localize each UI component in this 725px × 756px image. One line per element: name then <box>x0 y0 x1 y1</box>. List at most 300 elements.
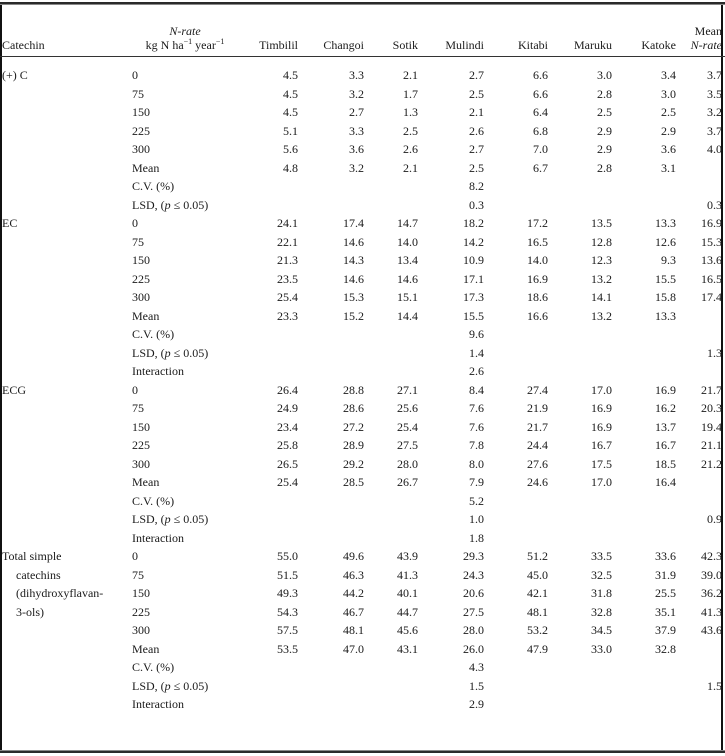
value-cell: 28.9 <box>343 438 364 452</box>
value-cell: 14.1 <box>591 290 612 304</box>
value-cell: 23.4 <box>277 419 298 434</box>
value-cell: 28.8 <box>343 382 364 397</box>
header-nrate-sup2: −1 <box>215 37 225 46</box>
value-cell: 25.8 <box>277 438 298 452</box>
value-cell <box>304 492 370 511</box>
value-cell: 14.6 <box>343 271 364 286</box>
value-cell <box>304 177 370 196</box>
value-cell <box>370 658 424 677</box>
value-cell: 16.5 <box>527 234 548 249</box>
value-cell: 8.4 <box>469 382 484 397</box>
value-cell: 10.9 <box>463 253 484 267</box>
value-cell: 27.2 <box>343 419 364 434</box>
value-cell: 4.5 <box>283 68 298 82</box>
nrate-label: 0 <box>132 549 138 563</box>
catechin-name-line: EC <box>2 216 18 230</box>
nrate-label: LSD, (p ≤ 0.05) <box>132 512 209 526</box>
value-cell: 3.0 <box>661 86 676 101</box>
value-cell: 3.0 <box>597 68 612 82</box>
value-cell: 12.3 <box>591 253 612 267</box>
value-cell: 49.3 <box>277 586 298 600</box>
value-cell: 1.4 <box>469 345 484 360</box>
nrate-label: 0 <box>132 382 138 397</box>
value-cell: 13.7 <box>655 419 676 434</box>
value-cell: 2.9 <box>661 123 676 138</box>
value-cell: 16.2 <box>655 401 676 415</box>
value-cell <box>490 529 554 548</box>
value-cell <box>490 177 554 196</box>
value-cell <box>554 695 618 714</box>
value-cell: 14.6 <box>397 271 418 286</box>
value-cell <box>618 677 682 696</box>
value-cell: 27.5 <box>463 604 484 619</box>
table-row <box>2 547 722 566</box>
value-cell <box>238 510 304 529</box>
value-cell: 13.2 <box>591 271 612 286</box>
value-cell: 28.0 <box>463 623 484 637</box>
value-cell: 2.7 <box>469 68 484 82</box>
nrate-label: C.V. (%) <box>132 179 175 193</box>
nrate-label: 0 <box>132 68 138 82</box>
value-cell: 53.5 <box>277 641 298 656</box>
value-cell: 47.9 <box>527 641 548 656</box>
value-cell: 2.5 <box>597 105 612 119</box>
value-cell <box>370 529 424 548</box>
value-cell: 27.6 <box>527 456 548 471</box>
value-cell: 2.7 <box>469 142 484 156</box>
mean-nrate-cell <box>682 658 722 677</box>
value-cell <box>490 695 554 714</box>
value-cell <box>554 196 618 215</box>
value-cell: 25.4 <box>397 419 418 434</box>
value-cell: 8.2 <box>469 179 484 193</box>
value-cell: 47.0 <box>343 641 364 656</box>
value-cell: 37.9 <box>655 623 676 637</box>
value-cell: 44.2 <box>343 586 364 600</box>
mean-nrate-cell: 20.3 <box>701 401 722 415</box>
value-cell: 3.6 <box>661 142 676 156</box>
value-cell: 45.6 <box>397 623 418 637</box>
value-cell: 15.5 <box>463 308 484 323</box>
value-cell: 33.0 <box>591 641 612 656</box>
header-site-kitabi: Kitabi <box>518 38 548 52</box>
bottom-rule <box>0 751 725 753</box>
value-cell <box>618 362 682 381</box>
mean-nrate-cell: 41.3 <box>701 604 722 619</box>
value-cell: 54.3 <box>277 604 298 619</box>
value-cell <box>238 177 304 196</box>
nrate-label: 150 <box>132 586 150 600</box>
value-cell <box>618 658 682 677</box>
value-cell: 17.5 <box>591 456 612 471</box>
nrate-label: 150 <box>132 105 150 119</box>
value-cell: 2.6 <box>403 142 418 156</box>
value-cell: 6.7 <box>533 160 548 175</box>
nrate-label: 75 <box>132 86 144 101</box>
value-cell <box>304 344 370 363</box>
value-cell: 32.8 <box>655 641 676 656</box>
value-cell: 25.6 <box>397 401 418 415</box>
value-cell <box>370 177 424 196</box>
mean-nrate-cell: 16.9 <box>701 216 722 230</box>
catechin-name-line: (dihydroxyflavan- <box>16 586 104 600</box>
value-cell <box>618 492 682 511</box>
value-cell: 13.3 <box>655 216 676 230</box>
value-cell: 14.7 <box>397 216 418 230</box>
value-cell: 0.3 <box>469 197 484 212</box>
value-cell <box>304 510 370 529</box>
catechin-name-line: ECG <box>2 382 26 397</box>
header-nrate-line1: N-rate <box>169 24 201 38</box>
value-cell: 48.1 <box>343 623 364 637</box>
value-cell <box>490 510 554 529</box>
value-cell: 2.7 <box>349 105 364 119</box>
value-cell <box>618 510 682 529</box>
value-cell: 16.9 <box>591 419 612 434</box>
mean-nrate-cell: 16.5 <box>701 271 722 286</box>
nrate-label: 225 <box>132 604 150 619</box>
value-cell: 4.3 <box>469 660 484 674</box>
nrate-label: LSD, (p ≤ 0.05) <box>132 197 209 212</box>
value-cell: 5.1 <box>283 123 298 138</box>
value-cell <box>304 695 370 714</box>
nrate-label: C.V. (%) <box>132 493 175 508</box>
value-cell: 24.6 <box>527 475 548 489</box>
value-cell <box>304 196 370 215</box>
value-cell: 22.1 <box>277 234 298 249</box>
value-cell: 28.0 <box>397 456 418 471</box>
value-cell <box>370 196 424 215</box>
mean-nrate-cell <box>682 177 722 196</box>
mean-nrate-cell: 15.3 <box>701 234 722 249</box>
nrate-label: 300 <box>132 623 150 637</box>
value-cell <box>490 658 554 677</box>
value-cell: 35.1 <box>655 604 676 619</box>
value-cell: 24.9 <box>277 401 298 415</box>
value-cell <box>618 344 682 363</box>
mean-nrate-cell <box>682 325 722 344</box>
value-cell: 14.4 <box>397 308 418 323</box>
value-cell: 7.6 <box>469 419 484 434</box>
header-mean-line2: N-rate <box>690 38 722 52</box>
value-cell <box>554 658 618 677</box>
nrate-label: Mean <box>132 475 160 489</box>
value-cell: 18.2 <box>463 216 484 230</box>
mean-nrate-cell: 3.7 <box>707 123 722 138</box>
value-cell: 27.4 <box>527 382 548 397</box>
value-cell: 3.2 <box>349 86 364 101</box>
value-cell: 29.2 <box>343 456 364 471</box>
value-cell: 9.6 <box>469 327 484 341</box>
value-cell: 33.6 <box>655 549 676 563</box>
header-mean-line1: Mean <box>694 24 722 38</box>
catechin-name-line: catechins <box>16 567 61 582</box>
value-cell: 51.5 <box>277 567 298 582</box>
mean-nrate-cell: 1.3 <box>707 345 722 360</box>
catechin-name-line: Total simple <box>2 549 62 563</box>
nrate-label: 150 <box>132 253 150 267</box>
value-cell: 17.0 <box>591 475 612 489</box>
value-cell: 46.7 <box>343 604 364 619</box>
value-cell: 16.9 <box>655 382 676 397</box>
value-cell: 18.5 <box>655 456 676 471</box>
value-cell: 14.0 <box>397 234 418 249</box>
value-cell: 15.8 <box>655 290 676 304</box>
value-cell: 24.1 <box>277 216 298 230</box>
value-cell: 14.0 <box>527 253 548 267</box>
value-cell: 2.9 <box>469 697 484 711</box>
value-cell: 12.6 <box>655 234 676 249</box>
value-cell: 25.4 <box>277 475 298 489</box>
catechin-name-line: 3-ols) <box>16 604 44 619</box>
value-cell <box>238 529 304 548</box>
mean-nrate-cell: 0.9 <box>707 512 722 526</box>
value-cell: 1.8 <box>469 530 484 545</box>
value-cell: 32.8 <box>591 604 612 619</box>
nrate-label: 75 <box>132 234 144 249</box>
value-cell: 13.3 <box>655 308 676 323</box>
value-cell: 4.8 <box>283 160 298 175</box>
value-cell: 2.6 <box>469 364 484 378</box>
value-cell: 2.5 <box>469 160 484 175</box>
header-site-mulindi: Mulindi <box>445 38 484 52</box>
mean-nrate-cell <box>682 695 722 714</box>
header-nrate <box>132 6 238 60</box>
value-cell: 26.4 <box>277 382 298 397</box>
nrate-label: Mean <box>132 308 160 323</box>
nrate-label: C.V. (%) <box>132 327 175 341</box>
mean-nrate-cell <box>682 473 722 492</box>
nrate-label: Interaction <box>132 364 184 378</box>
value-cell: 16.7 <box>655 438 676 452</box>
nrate-label: Mean <box>132 160 160 175</box>
mean-nrate-cell: 19.4 <box>701 419 722 434</box>
nrate-label: C.V. (%) <box>132 660 175 674</box>
mean-nrate-cell <box>682 159 722 178</box>
value-cell: 33.5 <box>591 549 612 563</box>
value-cell: 3.1 <box>661 160 676 175</box>
value-cell: 2.9 <box>597 123 612 138</box>
value-cell <box>490 344 554 363</box>
value-cell: 26.0 <box>463 641 484 656</box>
value-cell: 17.0 <box>591 382 612 397</box>
value-cell <box>554 177 618 196</box>
value-cell: 2.1 <box>469 105 484 119</box>
mean-nrate-cell: 3.2 <box>707 105 722 119</box>
mean-nrate-cell: 21.1 <box>701 438 722 452</box>
value-cell: 6.6 <box>533 86 548 101</box>
mean-nrate-cell: 3.7 <box>707 68 722 82</box>
mean-nrate-cell <box>682 640 722 659</box>
value-cell: 28.5 <box>343 475 364 489</box>
value-cell: 16.6 <box>527 308 548 323</box>
nrate-label: 0 <box>132 216 138 230</box>
value-cell: 16.7 <box>591 438 612 452</box>
value-cell: 17.4 <box>343 216 364 230</box>
mean-nrate-cell: 17.4 <box>701 290 722 304</box>
value-cell: 51.2 <box>527 549 548 563</box>
value-cell: 32.5 <box>591 567 612 582</box>
value-cell: 14.2 <box>463 234 484 249</box>
value-cell: 2.8 <box>597 86 612 101</box>
value-cell: 21.9 <box>527 401 548 415</box>
mean-nrate-cell <box>682 307 722 326</box>
nrate-label: 150 <box>132 419 150 434</box>
value-cell <box>304 677 370 696</box>
header-mean-nrate <box>682 6 722 60</box>
value-cell: 4.5 <box>283 105 298 119</box>
value-cell <box>554 492 618 511</box>
value-cell: 16.9 <box>527 271 548 286</box>
value-cell <box>304 362 370 381</box>
mean-nrate-cell <box>682 529 722 548</box>
value-cell <box>238 492 304 511</box>
value-cell: 13.2 <box>591 308 612 323</box>
value-cell <box>238 196 304 215</box>
value-cell: 25.5 <box>655 586 676 600</box>
value-cell: 17.3 <box>463 290 484 304</box>
catechin-group-name <box>2 214 132 381</box>
value-cell <box>238 325 304 344</box>
nrate-label: Interaction <box>132 697 184 711</box>
value-cell: 49.6 <box>343 549 364 563</box>
value-cell <box>370 695 424 714</box>
value-cell: 25.4 <box>277 290 298 304</box>
value-cell: 2.1 <box>403 68 418 82</box>
header-site-timbilil: Timbilil <box>259 38 298 52</box>
value-cell: 42.1 <box>527 586 548 600</box>
mean-nrate-cell: 39.0 <box>701 567 722 582</box>
value-cell <box>554 529 618 548</box>
mean-nrate-cell: 3.5 <box>707 86 722 101</box>
value-cell: 24.4 <box>527 438 548 452</box>
value-cell: 1.3 <box>403 105 418 119</box>
value-cell: 26.7 <box>397 475 418 489</box>
value-cell: 20.6 <box>463 586 484 600</box>
value-cell <box>238 695 304 714</box>
value-cell: 40.1 <box>397 586 418 600</box>
value-cell: 7.9 <box>469 475 484 489</box>
catechin-group-name <box>2 547 132 714</box>
value-cell <box>238 362 304 381</box>
table-row <box>2 60 722 85</box>
value-cell: 2.5 <box>403 123 418 138</box>
value-cell: 2.8 <box>597 160 612 175</box>
value-cell <box>554 510 618 529</box>
value-cell: 34.5 <box>591 623 612 637</box>
value-cell: 9.3 <box>661 253 676 267</box>
value-cell <box>490 325 554 344</box>
value-cell: 15.5 <box>655 271 676 286</box>
header-nrate-unit: kg N ha <box>145 38 184 52</box>
value-cell: 5.6 <box>283 142 298 156</box>
value-cell: 41.3 <box>397 567 418 582</box>
value-cell: 13.4 <box>397 253 418 267</box>
value-cell <box>490 362 554 381</box>
value-cell <box>304 325 370 344</box>
value-cell: 44.7 <box>397 604 418 619</box>
value-cell: 17.2 <box>527 216 548 230</box>
mean-nrate-cell: 0.3 <box>707 197 722 212</box>
value-cell: 15.2 <box>343 308 364 323</box>
value-cell <box>304 658 370 677</box>
value-cell: 31.9 <box>655 567 676 582</box>
nrate-label: 75 <box>132 401 144 415</box>
value-cell: 55.0 <box>277 549 298 563</box>
nrate-label: 300 <box>132 290 150 304</box>
value-cell <box>618 695 682 714</box>
value-cell <box>370 677 424 696</box>
value-cell: 17.1 <box>463 271 484 286</box>
value-cell: 16.4 <box>655 475 676 489</box>
value-cell: 3.3 <box>349 68 364 82</box>
value-cell <box>490 492 554 511</box>
value-cell <box>618 325 682 344</box>
value-cell: 15.3 <box>343 290 364 304</box>
mean-nrate-cell <box>682 492 722 511</box>
value-cell <box>370 362 424 381</box>
header-site-changoi: Changoi <box>323 38 364 52</box>
nrate-label: 75 <box>132 567 144 582</box>
value-cell: 2.9 <box>597 142 612 156</box>
value-cell: 2.5 <box>469 86 484 101</box>
value-cell: 7.0 <box>533 142 548 156</box>
value-cell <box>490 677 554 696</box>
value-cell: 12.8 <box>591 234 612 249</box>
value-cell: 27.5 <box>397 438 418 452</box>
nrate-label: 300 <box>132 456 150 471</box>
value-cell: 45.0 <box>527 567 548 582</box>
value-cell: 21.3 <box>277 253 298 267</box>
value-cell: 21.7 <box>527 419 548 434</box>
value-cell: 3.3 <box>349 123 364 138</box>
value-cell <box>370 492 424 511</box>
value-cell: 3.6 <box>349 142 364 156</box>
table-row <box>2 381 722 400</box>
value-cell: 7.6 <box>469 401 484 415</box>
value-cell: 31.8 <box>591 586 612 600</box>
value-cell: 2.6 <box>469 123 484 138</box>
table-body <box>2 60 722 714</box>
value-cell: 43.9 <box>397 549 418 563</box>
value-cell: 8.0 <box>469 456 484 471</box>
value-cell: 13.5 <box>591 216 612 230</box>
value-cell: 4.5 <box>283 86 298 101</box>
nrate-label: 225 <box>132 438 150 452</box>
value-cell <box>370 344 424 363</box>
value-cell: 15.1 <box>397 290 418 304</box>
header-nrate-year: year <box>192 38 216 52</box>
value-cell <box>238 677 304 696</box>
value-cell <box>554 362 618 381</box>
catechin-group-name <box>2 381 132 548</box>
nrate-label: LSD, (p ≤ 0.05) <box>132 678 209 693</box>
value-cell <box>238 344 304 363</box>
value-cell: 46.3 <box>343 567 364 582</box>
mean-nrate-cell <box>682 362 722 381</box>
mean-nrate-cell: 36.2 <box>701 586 722 600</box>
nrate-label: 225 <box>132 271 150 286</box>
value-cell: 14.6 <box>343 234 364 249</box>
value-cell <box>370 510 424 529</box>
value-cell: 6.8 <box>533 123 548 138</box>
mean-nrate-cell: 21.7 <box>701 382 722 397</box>
value-cell: 48.1 <box>527 604 548 619</box>
value-cell: 5.2 <box>469 493 484 508</box>
header-nrate-sup1: −1 <box>183 37 193 46</box>
nrate-label: LSD, (p ≤ 0.05) <box>132 345 209 360</box>
nrate-label: Mean <box>132 641 160 656</box>
